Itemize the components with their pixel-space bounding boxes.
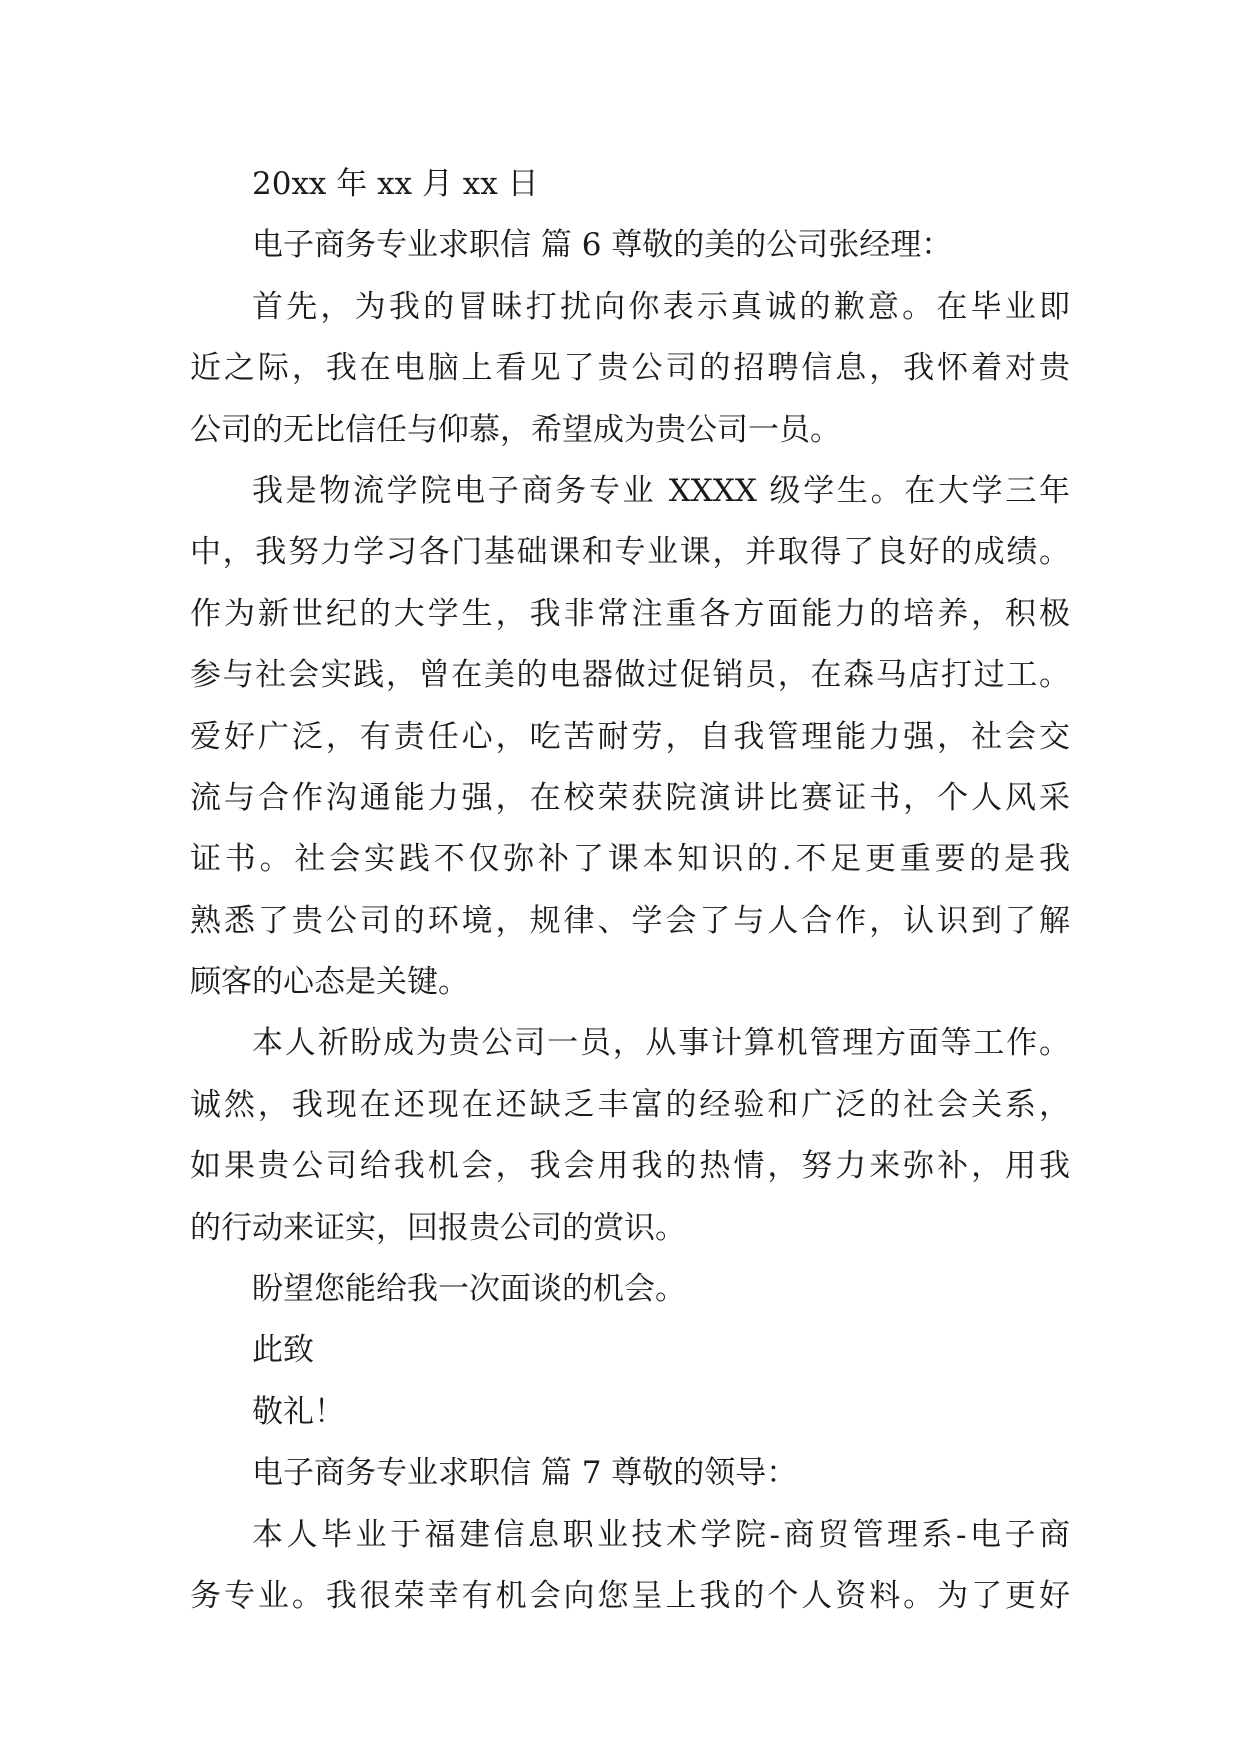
text-line: 我是物流学院电子商务专业 XXXX 级学生。在大学三年 [252,472,1070,509]
text-line: 首先，为我的冒昧打扰向你表示真诚的歉意。在毕业即 [252,288,1070,325]
letter-6-heading: 电子商务专业求职信 篇 6 尊敬的美的公司张经理： [252,227,953,264]
text-line: 证书。社会实践不仅弥补了课本知识的.不足更重要的是我 [190,841,1070,878]
letter-7-heading: 电子商务专业求职信 篇 7 尊敬的领导： [252,1455,798,1492]
document-body [190,154,1070,1627]
text-line: 盼望您能给我一次面谈的机会。 [252,1271,686,1308]
text-line: 本人祈盼成为贵公司一员，从事计算机管理方面等工作。 [252,1025,1070,1062]
text-line: 诚然，我现在还现在还缺乏丰富的经验和广泛的社会关系， [190,1086,1070,1123]
text-line: 流与合作沟通能力强，在校荣获院演讲比赛证书，个人风采 [190,779,1070,816]
salutation-line: 敬礼！ [252,1393,345,1430]
text-line: 近之际，我在电脑上看见了贵公司的招聘信息，我怀着对贵 [190,350,1070,387]
text-line: 熟悉了贵公司的环境，规律、学会了与人合作，认识到了解 [190,902,1070,939]
text-line: 作为新世纪的大学生，我非常注重各方面能力的培养，积极 [190,595,1070,632]
text-line: 参与社会实践，曾在美的电器做过促销员，在森马店打过工。 [190,657,1070,694]
text-line: 如果贵公司给我机会，我会用我的热情，努力来弥补，用我 [190,1148,1070,1185]
text-line: 中，我努力学习各门基础课和专业课，并取得了良好的成绩。 [190,534,1070,571]
text-line: 务专业。我很荣幸有机会向您呈上我的个人资料。为了更好 [190,1577,1070,1614]
date-line: 20xx 年 xx 月 xx 日 [252,166,539,202]
text-line: 爱好广泛，有责任心，吃苦耐劳，自我管理能力强，社会交 [190,718,1070,755]
text-line: 公司的无比信任与仰慕，希望成为贵公司一员。 [190,411,841,448]
text-line: 的行动来证实，回报贵公司的赏识。 [190,1209,686,1246]
closing-line: 此致 [252,1332,314,1369]
text-line: 顾客的心态是关键。 [190,964,469,1001]
text-line: 本人毕业于福建信息职业技术学院-商贸管理系-电子商 [252,1516,1070,1553]
